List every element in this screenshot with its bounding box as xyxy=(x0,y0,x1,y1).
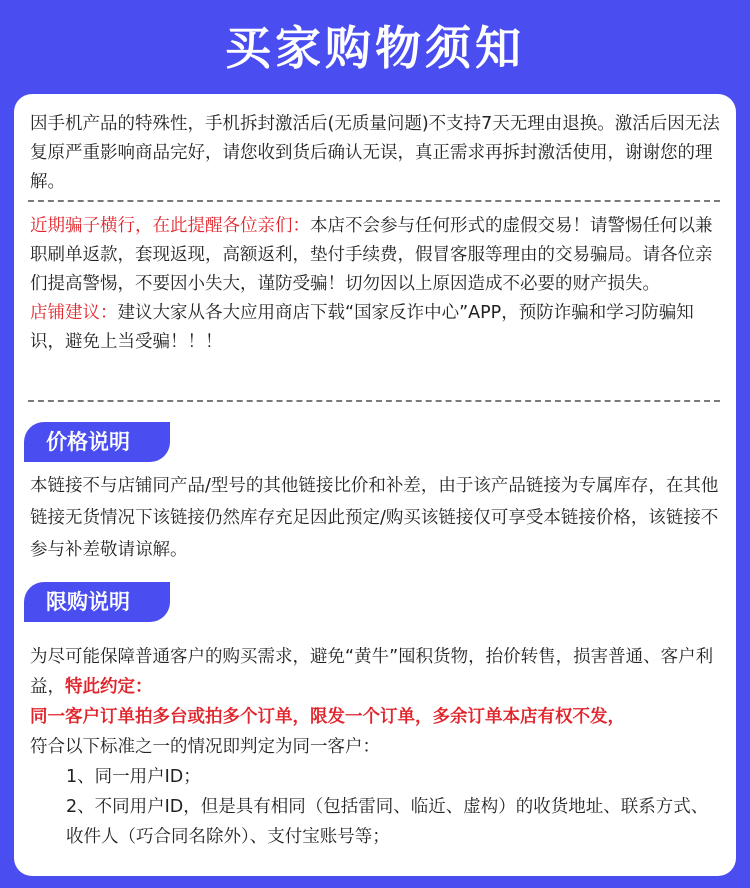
limit-criteria: 符合以下标准之一的情况即判定为同一客户： xyxy=(30,737,380,757)
limit-item-2: 2、不同用户ID，但是具有相同（包括雷同、临近、虚构）的收货地址、联系方式、收件人（巧合同名除外）、支付宝账号等； xyxy=(66,797,709,847)
shop-advice-label: 店铺建议： xyxy=(30,303,118,323)
dashed-divider xyxy=(28,200,720,202)
limit-section-header: 限购说明 xyxy=(24,582,170,622)
price-section-text: 本链接不与店铺同产品/型号的其他链接比价和补差，由于该产品链接为专属库存，在其他链接无货情况下该链接仍然库存充足因此预定/购买该链接仅可享受本链接价格，该链接不参与补差敬请谅解。 xyxy=(30,476,719,560)
limit-intro: 为尽可能保障普通客户的购买需求，避免“黄牛”囤积货物，抬价转售，损害普通、客户利益， xyxy=(30,647,714,697)
dashed-divider xyxy=(28,400,720,402)
price-section-header: 价格说明 xyxy=(24,422,170,462)
scam-warning-text: 本店不会参与任何形式的虚假交易！请警惕任何以兼职刷单返款，套现返现，高额返利，垫付手续费，假冒客服等理由的交易骗局。请各位亲们提高警惕，不要因小失大，谨防受骗！切勿因以上原因造成不必要的财产损失。 xyxy=(30,216,713,294)
limit-section xyxy=(30,642,720,852)
shop-advice-text: 建议大家从各大应用商店下载“国家反诈中心”APP，预防诈骗和学习防骗知识，避免上当受骗！！！ xyxy=(30,303,694,352)
page-title: 买家购物须知 xyxy=(225,21,525,75)
limit-item-1: 1、同一用户ID； xyxy=(66,767,201,787)
limit-special: 特此约定： xyxy=(65,677,153,697)
limit-rule: 同一客户订单拍多台或拍多个订单，限发一个订单，多余订单本店有权不发， xyxy=(30,707,625,727)
activation-notice: 因手机产品的特殊性，手机拆封激活后(无质量问题)不支持7天无理由退换。激活后因无法复原严重影响商品完好，请您收到货后确认无误，真正需求再拆封激活使用，谢谢您的理解。 xyxy=(30,114,720,192)
scam-warning xyxy=(30,212,720,357)
scam-warning-label: 近期骗子横行，在此提醒各位亲们： xyxy=(30,216,310,236)
notice-card xyxy=(14,94,736,876)
